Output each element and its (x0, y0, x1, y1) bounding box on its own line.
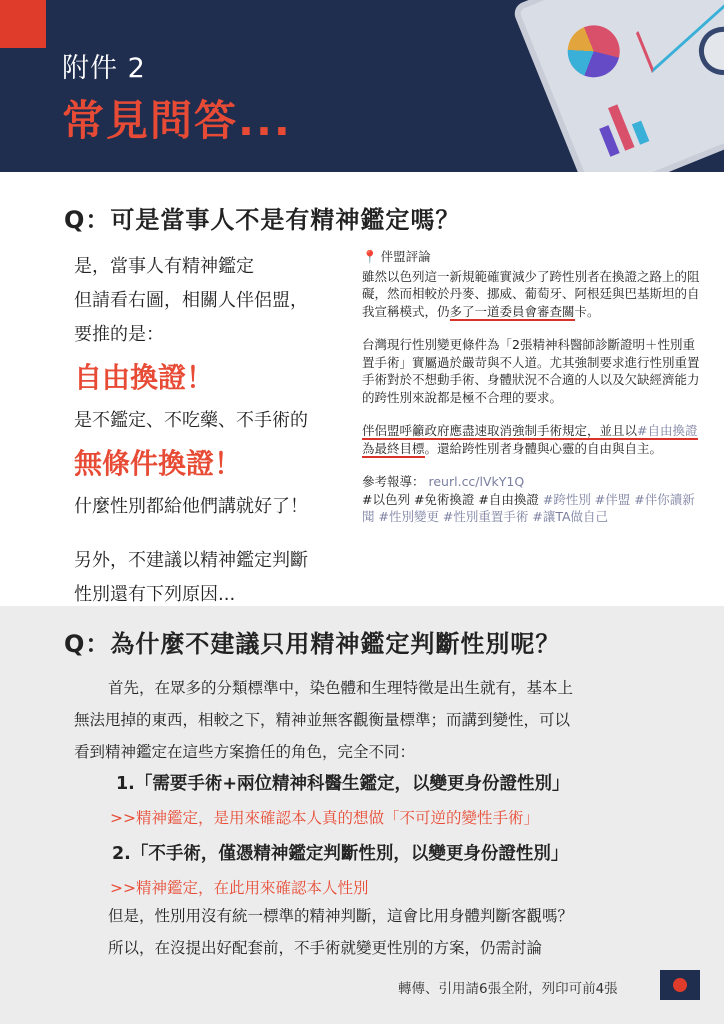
option-2-note: >>精神鑑定，在此用來確認本人性別 (110, 879, 369, 897)
hashtags-dark: #以色列 #免術換證 #自由換證 (362, 491, 539, 507)
card-paragraph-3: 伴侶盟呼籲政府應盡速取消強制手術規定，並且以#自由換證為最終目標。還給跨性別者身體與心靈的自由與自主。 (362, 423, 698, 456)
pin-icon: 📍 (362, 249, 378, 264)
red-corner-block (0, 0, 46, 48)
option-1-note: >>精神鑑定，是用來確認本人真的想做「不可逆的變性手術」 (110, 809, 539, 827)
answer-line: 是，當事人有精神鑑定 (74, 256, 254, 277)
answer-line: 什麼性別都給他們講就好了！ (74, 496, 308, 517)
card-hashtags (362, 491, 702, 526)
answer-line: 要推的是： (74, 324, 164, 345)
card-reference: 參考報導： reurl.cc/lVkY1Q (362, 474, 525, 489)
option-2: 2.「不手術，僅憑精神鑑定判斷性別，以變更身份證性別」 (112, 844, 569, 864)
answer-line: 是不鑑定、不吃藥、不手術的 (74, 410, 308, 431)
page-title: 常見問答... (62, 96, 292, 145)
emphasis-unconditional: 無條件換證！ (74, 447, 243, 480)
question-2-title: Q：為什麼不建議只用精神鑑定判斷性別呢？ (64, 630, 561, 658)
alliance-comment-card (362, 248, 702, 526)
card-heading-text: 伴盟評論 (380, 249, 431, 264)
reference-link[interactable]: reurl.cc/lVkY1Q (428, 474, 525, 489)
question-1-title: Q：可是當事人不是有精神鑑定嗎？ (64, 206, 461, 234)
answer-line: 另外，不建議以精神鑑定判斷 (74, 550, 308, 571)
answer-line: 性別還有下列原因... (74, 584, 236, 605)
option-1: 1.「需要手術+兩位精神科醫生鑑定，以變更身份證性別」 (116, 774, 570, 794)
card-paragraph-2: 台灣現行性別變更條件為「2張精神科醫師診斷證明＋性別重置手術」實屬過於嚴苛與不人道。尤其強制要求進行性別重置手術對於不想動手術、身體狀況不合適的人以及欠缺經濟能力的跨性別來說都是極不合理的要求。 (362, 337, 700, 405)
hashtags-light: #跨性別 #伴盟 #伴你讀新聞 #性別變更 #性別重置手術 #讓TA做自己 (362, 491, 695, 524)
bar-icon (632, 121, 650, 145)
answer-2-closing: 但是，性別用沒有統一標準的精神判斷，這會比用身體判斷客觀嗎？ 所以，在沒提出好配套前，不手術就變更性別的方案，仍需討論 (108, 907, 574, 957)
answer-1-text (74, 250, 364, 612)
card-paragraph-1: 雖然以色列這一新規範確實減少了跨性別者在換證之路上的阻礙，然而相較於丹麥、挪威、葡萄牙、阿根廷與巴基斯坦的自我宣稱模式，仍多了一道委員會審查關卡。 (362, 268, 700, 319)
emphasis-free-exchange: 自由換證！ (74, 361, 215, 394)
appendix-label: 附件 2 (62, 53, 146, 84)
hashtag-link[interactable]: #自由換證 (637, 423, 698, 438)
flag-logo-icon (660, 970, 700, 1000)
pie-chart-icon (560, 17, 628, 85)
footer-note: 轉傳、引用請6張全附，列印可前4張 (398, 981, 618, 997)
header-banner (0, 0, 724, 172)
card-heading (362, 248, 702, 266)
answer-2-paragraph: 首先，在眾多的分類標準中，染色體和生理特徵是出生就有，基本上 無法甩掉的東西，相較之下，精神並無客觀衡量標準；而講到變性，可以 看到精神鑑定在這些方案擔任的角色，完全不同： (74, 679, 574, 761)
report-illustration (519, 0, 724, 172)
answer-line: 但請看右圖，相關人伴侶盟， (74, 290, 308, 311)
